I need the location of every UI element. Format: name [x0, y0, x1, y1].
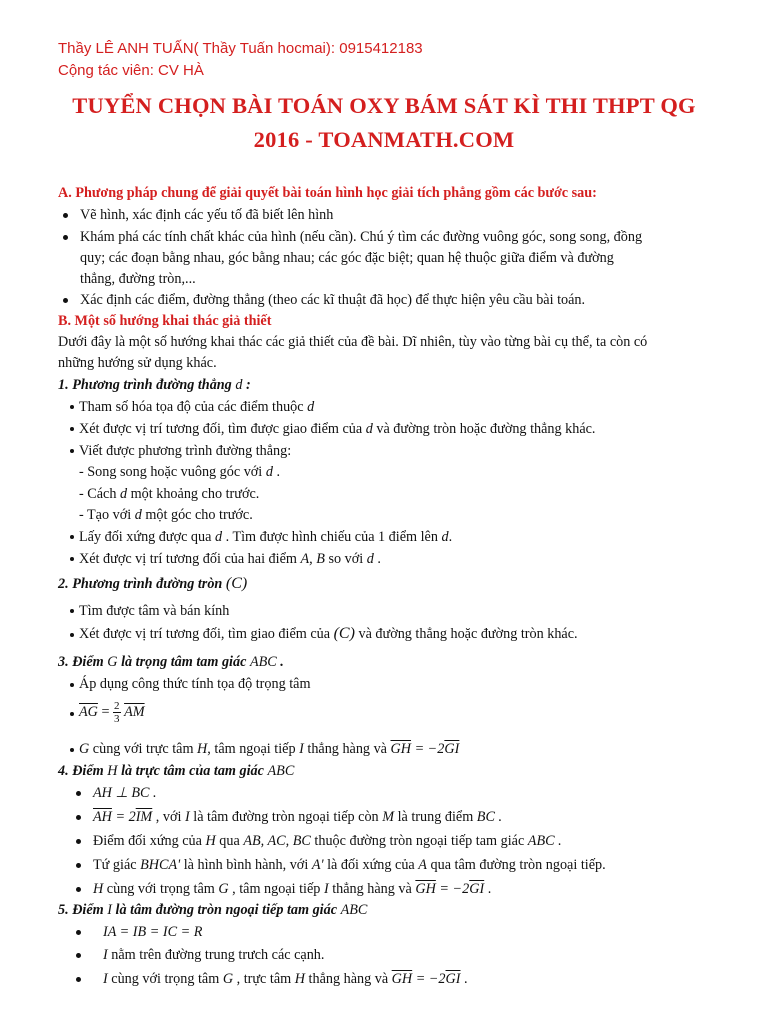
item-text: cùng với trọng tâm: [106, 881, 215, 897]
math-symbol: d: [119, 486, 128, 502]
subsection-1-item: [79, 550, 381, 568]
math-symbol: ABC: [267, 763, 295, 779]
math-symbol: d: [366, 551, 374, 567]
subsection-2-item: Tìm được tâm và bán kính: [79, 603, 230, 619]
item-text: - Song song hoặc vuông góc với: [79, 464, 263, 480]
equals-sign: =: [101, 704, 110, 720]
subsection-1-item: [79, 420, 595, 438]
fraction-two-thirds: [113, 700, 121, 725]
bullet-dot: [63, 235, 68, 240]
item-text: và đường tròn hoặc đường thẳng khác.: [376, 421, 596, 437]
section-b-intro: Dưới đây là một số hướng khai thác các giả thiết của đề bài. Dĩ nhiên, tùy vào từng bài cụ thể, ta còn có: [58, 334, 648, 350]
bullet-dot: [70, 535, 74, 539]
bullet-dot: [76, 839, 81, 844]
subsection-3-item: Áp dụng công thức tính tọa độ trọng tâm: [79, 676, 311, 692]
bullet-dot: [70, 427, 74, 431]
math-symbol: H: [197, 741, 208, 757]
math-symbol: = −2: [415, 971, 446, 987]
subsection-5-heading: [58, 901, 367, 919]
item-text: cùng với trọng tâm: [111, 971, 220, 987]
subsection-2-heading: [58, 575, 247, 593]
math-symbol: d: [134, 507, 142, 523]
page-title-line2: 2016 - TOANMATH.COM: [253, 127, 515, 152]
item-text: thẳng hàng và: [332, 881, 412, 897]
centroid-formula: [79, 697, 145, 727]
subsection-1-heading: [58, 376, 251, 394]
math-symbol: d: [265, 464, 273, 480]
math-symbol: H: [93, 881, 104, 897]
bullet-dot: [63, 298, 68, 303]
subsection-3-heading: [58, 653, 284, 671]
math-symbol: AB, AC, BC: [243, 833, 311, 849]
math-symbol: I: [103, 971, 108, 987]
math-symbol: H: [294, 971, 305, 987]
section-a-item: Xác định các điểm, đường thẳng (theo các kĩ thuật đã học) để thực hiện yêu cầu bài toán.: [80, 292, 586, 308]
vector-GH: $\overline{GH}$: [390, 741, 412, 757]
math-symbol: d: [365, 421, 373, 437]
heading-text: là tâm đường tròn ngoại tiếp tam giác: [115, 902, 338, 918]
math-symbol: BC .: [476, 809, 503, 825]
heading-text: là trực tâm của tam giác: [121, 763, 264, 779]
bullet-dot: [76, 791, 81, 796]
math-symbol: ABC .: [527, 833, 562, 849]
item-text: .: [276, 464, 280, 480]
item-text: và đường thẳng hoặc đường tròn khác.: [358, 626, 578, 642]
bullet-dot: [70, 683, 74, 687]
subsection-1-subitem: [79, 485, 259, 503]
item-text: qua tâm đường tròn ngoại tiếp.: [430, 857, 606, 873]
math-symbol: G: [107, 654, 118, 670]
fraction-numerator: 2: [114, 700, 120, 713]
section-a-heading: A. Phương pháp chung để giải quyết bài toán hình học giải tích phẳng gồm các bước sau:: [58, 185, 597, 201]
item-text: , tâm ngoại tiếp: [207, 741, 296, 757]
bullet-dot: [76, 887, 81, 892]
section-a-item-cont: thẳng, đường tròn,...: [80, 271, 196, 287]
math-symbol: = 2: [115, 809, 136, 825]
subsection-1-item: [79, 528, 452, 546]
vector-IM: $\overline{IM}$: [135, 809, 153, 825]
author-line: Thầy LÊ ANH TUẤN( Thầy Tuấn hocmai): 0915412183: [58, 40, 423, 57]
vector-GI: $\overline{GI}$: [445, 971, 461, 987]
heading-text: 1. Phương trình đường thẳng: [58, 377, 232, 393]
bullet-dot: [70, 557, 74, 561]
vector-GI: $\overline{GI}$: [444, 741, 460, 757]
item-text: .: [448, 529, 453, 545]
item-text: .: [377, 551, 381, 567]
math-symbol: G: [222, 971, 234, 987]
subsection-4-item: AH ⊥ BC .: [93, 785, 157, 801]
item-text: Điểm đối xứng của: [93, 833, 202, 849]
bullet-dot: [70, 748, 74, 752]
vector-GI: $\overline{GI}$: [469, 881, 485, 897]
item-text: Tứ giác: [93, 857, 137, 873]
item-text: nằm trên đường trung trưch các cạnh.: [111, 947, 325, 963]
heading-colon: :: [245, 377, 251, 393]
heading-text: 3. Điểm: [58, 654, 104, 670]
item-text: thẳng hàng và: [308, 971, 389, 987]
heading-text: 5. Điểm: [58, 902, 104, 918]
math-symbol: I: [323, 881, 329, 897]
item-text: Tham số hóa tọa độ của các điểm thuộc: [79, 399, 304, 415]
math-symbol: G: [218, 881, 229, 897]
section-a-item: Khám phá các tính chất khác của hình (nếu cần). Chú ý tìm các đường vuông góc, song song, đồng: [80, 229, 643, 245]
subsection-4-item: [93, 832, 562, 850]
math-symbol: (C): [225, 575, 248, 592]
item-text: cùng với trực tâm: [92, 741, 194, 757]
math-symbol: d: [214, 529, 223, 545]
vector-GH: $\overline{GH}$: [391, 971, 413, 987]
math-symbol: H: [107, 763, 118, 779]
math-symbol: M: [382, 809, 395, 825]
section-b-heading: B. Một số hướng khai thác giả thiết: [58, 313, 272, 329]
math-symbol: d: [441, 529, 449, 545]
bullet-dot: [63, 213, 68, 218]
bullet-dot: [70, 609, 74, 613]
heading-text: 4. Điểm: [58, 763, 104, 779]
item-text: thẳng hàng và: [307, 741, 387, 757]
math-symbol: = −2: [439, 881, 470, 897]
subsection-4-heading: [58, 762, 294, 780]
heading-text: 2. Phương trình đường tròn: [58, 576, 223, 592]
subsection-1-item: [79, 398, 314, 416]
section-a-item: Vẽ hình, xác định các yếu tố đã biết lên hình: [80, 207, 334, 223]
bullet-dot: [76, 953, 81, 958]
bullet-dot: [76, 977, 81, 982]
math-symbol: d: [307, 399, 315, 415]
subsection-2-item: [79, 625, 578, 643]
heading-text: là trọng tâm tam giác: [121, 654, 247, 670]
collaborator-line: Cộng tác viên: CV HÀ: [58, 62, 204, 79]
item-text: một góc cho trước.: [145, 507, 253, 523]
bullet-dot: [70, 449, 74, 453]
math-symbol: = −2: [414, 741, 445, 757]
math-symbol: d: [235, 377, 243, 393]
subsection-3-item: [79, 740, 459, 758]
item-text: , với: [155, 809, 182, 825]
bullet-dot: [70, 405, 74, 409]
item-text: . Tìm được hình chiếu của 1 điểm lên: [225, 529, 438, 545]
subsection-4-item: [93, 808, 502, 826]
bullet-dot: [76, 815, 81, 820]
bullet-dot: [70, 712, 74, 716]
section-b-intro-cont: những hướng sử dụng khác.: [58, 355, 217, 371]
section-a-item-cont: quy; các đoạn bằng nhau, góc bằng nhau; các góc đặc biệt; quan hệ thuộc giữa điểm và đường: [80, 250, 614, 266]
item-text: Lấy đối xứng được qua: [79, 529, 212, 545]
item-text: , tâm ngoại tiếp: [232, 881, 321, 897]
math-symbol: BHCA': [140, 857, 181, 873]
item-text: Xét được vị trí tương đối, tìm được giao điểm của: [79, 421, 363, 437]
subsection-5-item: IA = IB = IC = R: [103, 924, 203, 940]
subsection-1-item: Viết được phương trình đường thẳng:: [79, 443, 292, 459]
page-title-line1: TUYỂN CHỌN BÀI TOÁN OXY BÁM SÁT KÌ THI THPT QG: [72, 93, 696, 118]
fraction-denominator: 3: [114, 713, 120, 726]
vector-AM: $\overline{AM}$: [124, 704, 145, 720]
math-symbol: I: [103, 947, 108, 963]
item-text: Xét được vị trí tương đối, tìm giao điểm của: [79, 626, 331, 642]
subsection-4-item: [93, 856, 606, 874]
heading-text: .: [280, 654, 284, 670]
math-symbol: A: [418, 857, 427, 873]
vector-AG: $\overline{AG}$: [79, 704, 98, 720]
subsection-5-item: [103, 946, 324, 964]
math-symbol: A': [311, 857, 324, 873]
item-text: thuộc đường tròn ngoại tiếp tam giác: [314, 833, 525, 849]
item-text: là hình bình hành, với: [183, 857, 309, 873]
vector-AH: $\overline{AH}$: [93, 809, 112, 825]
vector-GH: $\overline{GH}$: [415, 881, 436, 897]
math-symbol: (C): [333, 625, 355, 642]
subsection-1-subitem: [79, 506, 253, 524]
math-symbol: A, B: [300, 551, 325, 567]
math-symbol: I: [299, 741, 304, 757]
math-symbol: H: [205, 833, 216, 849]
item-text: Xét được vị trí tương đối của hai điểm: [79, 551, 297, 567]
item-text: là tâm đường tròn ngoại tiếp còn: [193, 809, 379, 825]
math-symbol: ABC: [340, 902, 368, 918]
bullet-dot: [70, 633, 74, 637]
item-text: - Tạo với: [79, 507, 132, 523]
math-symbol: I: [107, 902, 112, 918]
subsection-1-subitem: [79, 463, 280, 481]
item-text: qua: [219, 833, 240, 849]
subsection-5-item: [103, 970, 468, 988]
item-text: là đối xứng của: [327, 857, 415, 873]
item-text: .: [464, 971, 468, 987]
bullet-dot: [76, 863, 81, 868]
math-symbol: G: [79, 741, 90, 757]
item-text: .: [487, 881, 492, 897]
item-text: - Cách: [79, 486, 117, 502]
item-text: so với: [328, 551, 364, 567]
bullet-dot: [76, 930, 81, 935]
subsection-4-item: [93, 880, 491, 898]
item-text: là trung điểm: [397, 809, 474, 825]
math-symbol: ABC: [249, 654, 277, 670]
item-text: , trực tâm: [236, 971, 292, 987]
math-symbol: I: [184, 809, 190, 825]
item-text: một khoảng cho trước.: [130, 486, 260, 502]
